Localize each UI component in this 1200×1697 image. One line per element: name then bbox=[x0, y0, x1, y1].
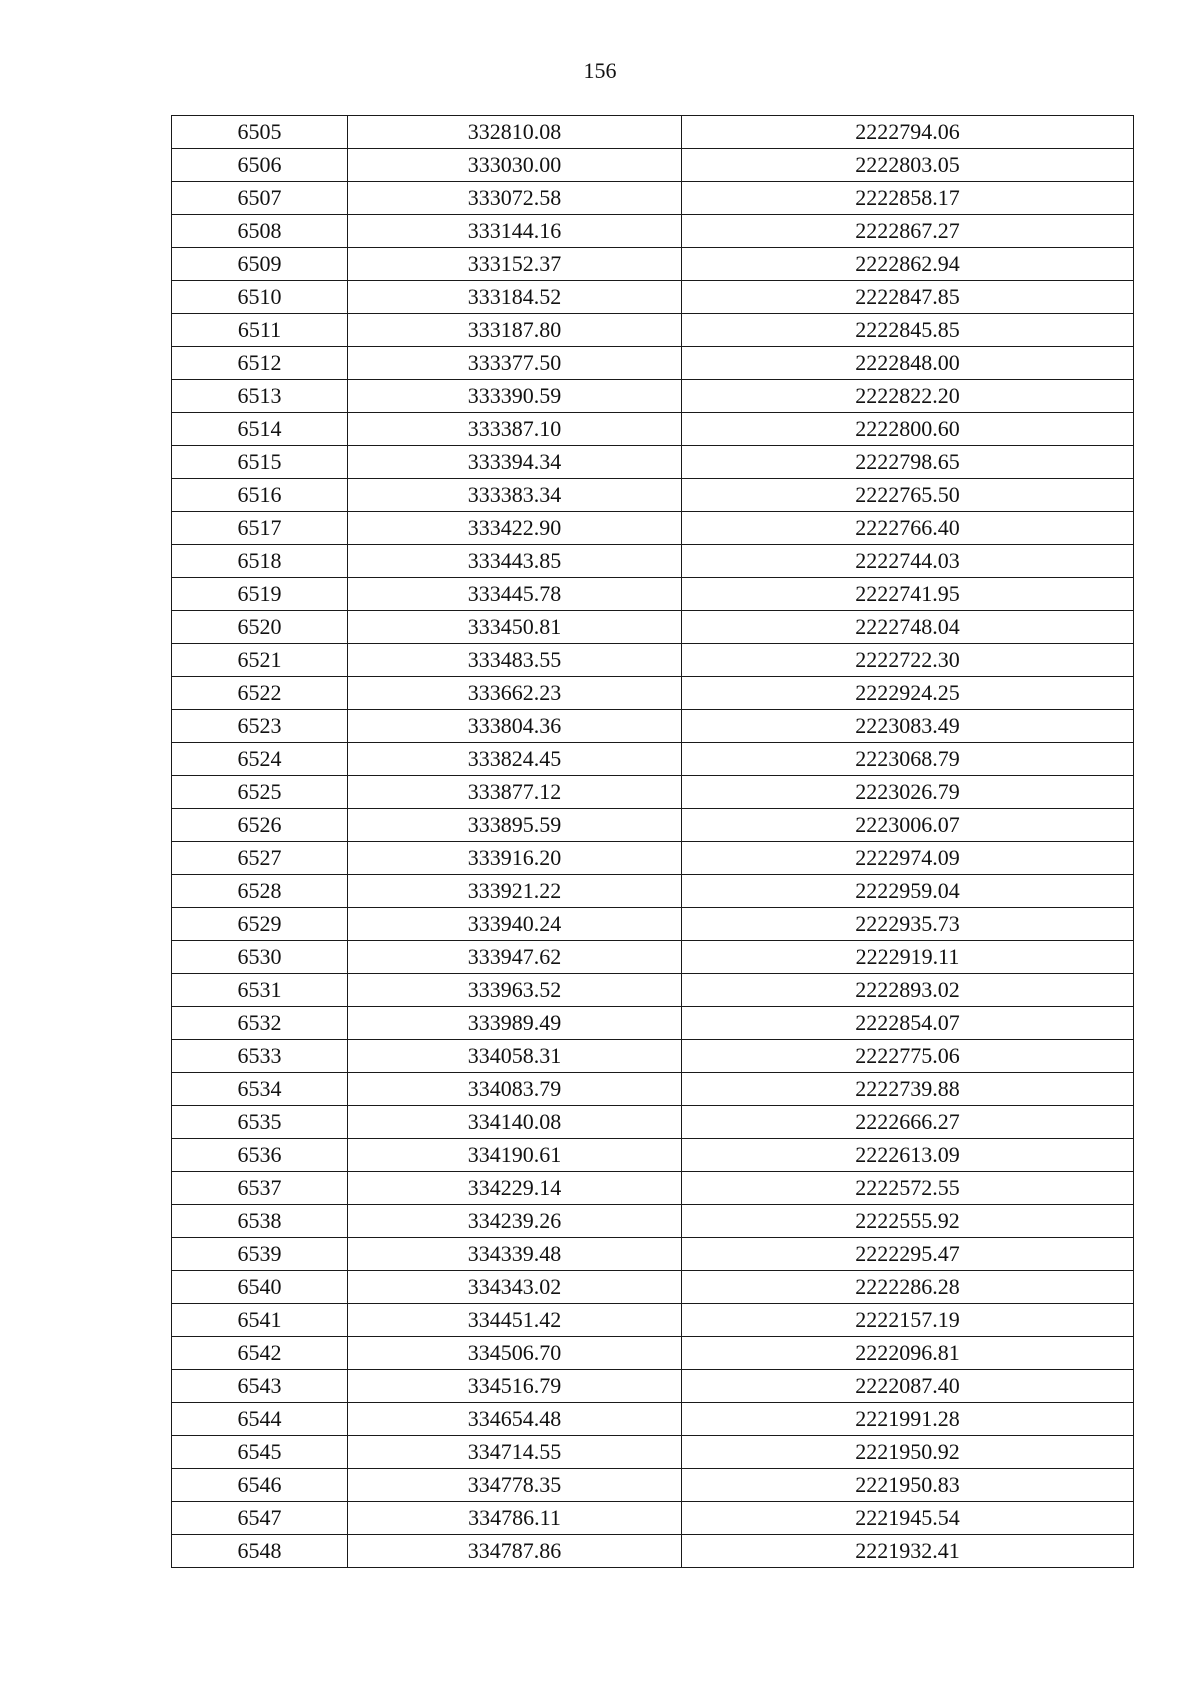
point-number-cell: 6542 bbox=[172, 1337, 348, 1370]
x-coordinate-cell: 333390.59 bbox=[348, 380, 682, 413]
y-coordinate-cell: 2222858.17 bbox=[682, 182, 1134, 215]
y-coordinate-cell: 2221945.54 bbox=[682, 1502, 1134, 1535]
point-number-cell: 6548 bbox=[172, 1535, 348, 1568]
point-number-cell: 6516 bbox=[172, 479, 348, 512]
table-row bbox=[172, 314, 1134, 347]
table-row bbox=[172, 974, 1134, 1007]
x-coordinate-cell: 334229.14 bbox=[348, 1172, 682, 1205]
x-coordinate-cell: 334786.11 bbox=[348, 1502, 682, 1535]
x-coordinate-cell: 333483.55 bbox=[348, 644, 682, 677]
point-number-cell: 6532 bbox=[172, 1007, 348, 1040]
x-coordinate-cell: 334190.61 bbox=[348, 1139, 682, 1172]
table-row bbox=[172, 1271, 1134, 1304]
table-row bbox=[172, 1469, 1134, 1502]
table-row bbox=[172, 1007, 1134, 1040]
table-row bbox=[172, 1304, 1134, 1337]
y-coordinate-cell: 2222286.28 bbox=[682, 1271, 1134, 1304]
y-coordinate-cell: 2222798.65 bbox=[682, 446, 1134, 479]
x-coordinate-cell: 333804.36 bbox=[348, 710, 682, 743]
x-coordinate-cell: 333072.58 bbox=[348, 182, 682, 215]
y-coordinate-cell: 2222893.02 bbox=[682, 974, 1134, 1007]
point-number-cell: 6509 bbox=[172, 248, 348, 281]
point-number-cell: 6505 bbox=[172, 116, 348, 149]
x-coordinate-cell: 334343.02 bbox=[348, 1271, 682, 1304]
table-row bbox=[172, 116, 1134, 149]
x-coordinate-cell: 333450.81 bbox=[348, 611, 682, 644]
table-row bbox=[172, 149, 1134, 182]
y-coordinate-cell: 2222295.47 bbox=[682, 1238, 1134, 1271]
x-coordinate-cell: 333387.10 bbox=[348, 413, 682, 446]
x-coordinate-cell: 333916.20 bbox=[348, 842, 682, 875]
table-row bbox=[172, 743, 1134, 776]
y-coordinate-cell: 2222748.04 bbox=[682, 611, 1134, 644]
table-row bbox=[172, 1238, 1134, 1271]
coordinates-table-body bbox=[172, 116, 1134, 1568]
x-coordinate-cell: 334714.55 bbox=[348, 1436, 682, 1469]
x-coordinate-cell: 333184.52 bbox=[348, 281, 682, 314]
point-number-cell: 6514 bbox=[172, 413, 348, 446]
y-coordinate-cell: 2222096.81 bbox=[682, 1337, 1134, 1370]
y-coordinate-cell: 2222613.09 bbox=[682, 1139, 1134, 1172]
table-row bbox=[172, 1436, 1134, 1469]
point-number-cell: 6541 bbox=[172, 1304, 348, 1337]
y-coordinate-cell: 2221932.41 bbox=[682, 1535, 1134, 1568]
y-coordinate-cell: 2222765.50 bbox=[682, 479, 1134, 512]
x-coordinate-cell: 333940.24 bbox=[348, 908, 682, 941]
y-coordinate-cell: 2222822.20 bbox=[682, 380, 1134, 413]
table-row bbox=[172, 182, 1134, 215]
x-coordinate-cell: 333030.00 bbox=[348, 149, 682, 182]
x-coordinate-cell: 333963.52 bbox=[348, 974, 682, 1007]
point-number-cell: 6506 bbox=[172, 149, 348, 182]
x-coordinate-cell: 333394.34 bbox=[348, 446, 682, 479]
point-number-cell: 6546 bbox=[172, 1469, 348, 1502]
x-coordinate-cell: 334058.31 bbox=[348, 1040, 682, 1073]
x-coordinate-cell: 333152.37 bbox=[348, 248, 682, 281]
y-coordinate-cell: 2222666.27 bbox=[682, 1106, 1134, 1139]
y-coordinate-cell: 2221991.28 bbox=[682, 1403, 1134, 1436]
y-coordinate-cell: 2223068.79 bbox=[682, 743, 1134, 776]
table-row bbox=[172, 1205, 1134, 1238]
table-row bbox=[172, 512, 1134, 545]
table-row bbox=[172, 1502, 1134, 1535]
point-number-cell: 6538 bbox=[172, 1205, 348, 1238]
x-coordinate-cell: 333445.78 bbox=[348, 578, 682, 611]
y-coordinate-cell: 2222867.27 bbox=[682, 215, 1134, 248]
x-coordinate-cell: 334778.35 bbox=[348, 1469, 682, 1502]
point-number-cell: 6519 bbox=[172, 578, 348, 611]
y-coordinate-cell: 2221950.83 bbox=[682, 1469, 1134, 1502]
y-coordinate-cell: 2223083.49 bbox=[682, 710, 1134, 743]
point-number-cell: 6525 bbox=[172, 776, 348, 809]
y-coordinate-cell: 2222974.09 bbox=[682, 842, 1134, 875]
point-number-cell: 6520 bbox=[172, 611, 348, 644]
point-number-cell: 6547 bbox=[172, 1502, 348, 1535]
table-row bbox=[172, 1139, 1134, 1172]
y-coordinate-cell: 2223026.79 bbox=[682, 776, 1134, 809]
point-number-cell: 6529 bbox=[172, 908, 348, 941]
y-coordinate-cell: 2222741.95 bbox=[682, 578, 1134, 611]
y-coordinate-cell: 2222803.05 bbox=[682, 149, 1134, 182]
table-row bbox=[172, 1073, 1134, 1106]
point-number-cell: 6526 bbox=[172, 809, 348, 842]
y-coordinate-cell: 2222845.85 bbox=[682, 314, 1134, 347]
y-coordinate-cell: 2222919.11 bbox=[682, 941, 1134, 974]
point-number-cell: 6533 bbox=[172, 1040, 348, 1073]
x-coordinate-cell: 334239.26 bbox=[348, 1205, 682, 1238]
x-coordinate-cell: 334140.08 bbox=[348, 1106, 682, 1139]
y-coordinate-cell: 2222739.88 bbox=[682, 1073, 1134, 1106]
table-row bbox=[172, 380, 1134, 413]
x-coordinate-cell: 333824.45 bbox=[348, 743, 682, 776]
table-row bbox=[172, 875, 1134, 908]
table-row bbox=[172, 446, 1134, 479]
table-row bbox=[172, 248, 1134, 281]
point-number-cell: 6537 bbox=[172, 1172, 348, 1205]
y-coordinate-cell: 2222744.03 bbox=[682, 545, 1134, 578]
y-coordinate-cell: 2222766.40 bbox=[682, 512, 1134, 545]
point-number-cell: 6517 bbox=[172, 512, 348, 545]
point-number-cell: 6545 bbox=[172, 1436, 348, 1469]
y-coordinate-cell: 2222572.55 bbox=[682, 1172, 1134, 1205]
point-number-cell: 6534 bbox=[172, 1073, 348, 1106]
point-number-cell: 6518 bbox=[172, 545, 348, 578]
x-coordinate-cell: 333947.62 bbox=[348, 941, 682, 974]
point-number-cell: 6521 bbox=[172, 644, 348, 677]
table-row bbox=[172, 710, 1134, 743]
x-coordinate-cell: 333662.23 bbox=[348, 677, 682, 710]
x-coordinate-cell: 333877.12 bbox=[348, 776, 682, 809]
point-number-cell: 6535 bbox=[172, 1106, 348, 1139]
point-number-cell: 6530 bbox=[172, 941, 348, 974]
point-number-cell: 6543 bbox=[172, 1370, 348, 1403]
x-coordinate-cell: 333383.34 bbox=[348, 479, 682, 512]
x-coordinate-cell: 333921.22 bbox=[348, 875, 682, 908]
point-number-cell: 6507 bbox=[172, 182, 348, 215]
y-coordinate-cell: 2221950.92 bbox=[682, 1436, 1134, 1469]
x-coordinate-cell: 334083.79 bbox=[348, 1073, 682, 1106]
table-row bbox=[172, 1535, 1134, 1568]
table-row bbox=[172, 1040, 1134, 1073]
point-number-cell: 6508 bbox=[172, 215, 348, 248]
x-coordinate-cell: 333422.90 bbox=[348, 512, 682, 545]
x-coordinate-cell: 333377.50 bbox=[348, 347, 682, 380]
point-number-cell: 6523 bbox=[172, 710, 348, 743]
x-coordinate-cell: 334654.48 bbox=[348, 1403, 682, 1436]
y-coordinate-cell: 2222935.73 bbox=[682, 908, 1134, 941]
table-row bbox=[172, 413, 1134, 446]
point-number-cell: 6527 bbox=[172, 842, 348, 875]
table-row bbox=[172, 1403, 1134, 1436]
point-number-cell: 6510 bbox=[172, 281, 348, 314]
table-row bbox=[172, 215, 1134, 248]
table-row bbox=[172, 776, 1134, 809]
y-coordinate-cell: 2222847.85 bbox=[682, 281, 1134, 314]
x-coordinate-cell: 334339.48 bbox=[348, 1238, 682, 1271]
table-row bbox=[172, 347, 1134, 380]
table-row bbox=[172, 545, 1134, 578]
point-number-cell: 6544 bbox=[172, 1403, 348, 1436]
table-row bbox=[172, 1172, 1134, 1205]
y-coordinate-cell: 2222924.25 bbox=[682, 677, 1134, 710]
x-coordinate-cell: 333144.16 bbox=[348, 215, 682, 248]
table-row bbox=[172, 281, 1134, 314]
point-number-cell: 6522 bbox=[172, 677, 348, 710]
table-row bbox=[172, 1337, 1134, 1370]
x-coordinate-cell: 332810.08 bbox=[348, 116, 682, 149]
point-number-cell: 6511 bbox=[172, 314, 348, 347]
table-row bbox=[172, 479, 1134, 512]
y-coordinate-cell: 2222157.19 bbox=[682, 1304, 1134, 1337]
table-row bbox=[172, 908, 1134, 941]
y-coordinate-cell: 2222722.30 bbox=[682, 644, 1134, 677]
table-row bbox=[172, 809, 1134, 842]
y-coordinate-cell: 2222848.00 bbox=[682, 347, 1134, 380]
x-coordinate-cell: 334451.42 bbox=[348, 1304, 682, 1337]
table-row bbox=[172, 1106, 1134, 1139]
y-coordinate-cell: 2222555.92 bbox=[682, 1205, 1134, 1238]
y-coordinate-cell: 2223006.07 bbox=[682, 809, 1134, 842]
x-coordinate-cell: 334506.70 bbox=[348, 1337, 682, 1370]
point-number-cell: 6524 bbox=[172, 743, 348, 776]
point-number-cell: 6531 bbox=[172, 974, 348, 1007]
y-coordinate-cell: 2222959.04 bbox=[682, 875, 1134, 908]
point-number-cell: 6528 bbox=[172, 875, 348, 908]
x-coordinate-cell: 333895.59 bbox=[348, 809, 682, 842]
point-number-cell: 6513 bbox=[172, 380, 348, 413]
y-coordinate-cell: 2222800.60 bbox=[682, 413, 1134, 446]
point-number-cell: 6539 bbox=[172, 1238, 348, 1271]
y-coordinate-cell: 2222854.07 bbox=[682, 1007, 1134, 1040]
x-coordinate-cell: 333443.85 bbox=[348, 545, 682, 578]
table-row bbox=[172, 644, 1134, 677]
y-coordinate-cell: 2222087.40 bbox=[682, 1370, 1134, 1403]
table-row bbox=[172, 578, 1134, 611]
point-number-cell: 6540 bbox=[172, 1271, 348, 1304]
y-coordinate-cell: 2222862.94 bbox=[682, 248, 1134, 281]
x-coordinate-cell: 333187.80 bbox=[348, 314, 682, 347]
y-coordinate-cell: 2222794.06 bbox=[682, 116, 1134, 149]
point-number-cell: 6515 bbox=[172, 446, 348, 479]
x-coordinate-cell: 334516.79 bbox=[348, 1370, 682, 1403]
page-number: 156 bbox=[583, 58, 617, 83]
x-coordinate-cell: 334787.86 bbox=[348, 1535, 682, 1568]
table-row bbox=[172, 611, 1134, 644]
table-row bbox=[172, 941, 1134, 974]
table-row bbox=[172, 842, 1134, 875]
y-coordinate-cell: 2222775.06 bbox=[682, 1040, 1134, 1073]
x-coordinate-cell: 333989.49 bbox=[348, 1007, 682, 1040]
table-row bbox=[172, 1370, 1134, 1403]
table-row bbox=[172, 677, 1134, 710]
point-number-cell: 6536 bbox=[172, 1139, 348, 1172]
coordinates-table bbox=[171, 115, 1134, 1568]
point-number-cell: 6512 bbox=[172, 347, 348, 380]
